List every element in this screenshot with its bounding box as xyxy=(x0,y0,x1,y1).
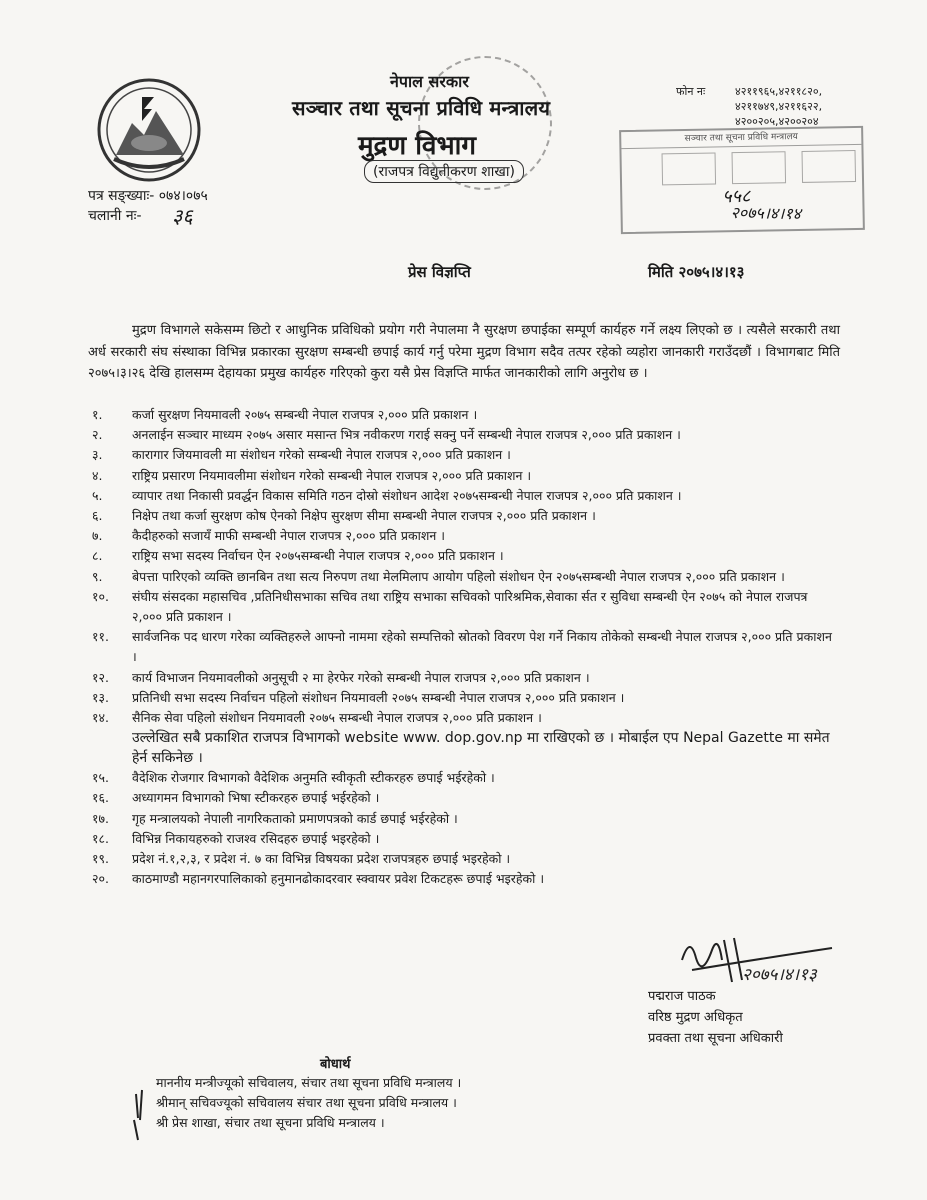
item-text: गृह मन्त्रालयको नेपाली नागरिकताको प्रमाणपत्रको कार्ड छपाई भईरहेको । xyxy=(132,810,458,826)
item-number: ११. xyxy=(92,629,109,645)
phone-numbers: ४२११९६५,४२११८२०, ४२११७४९,४२११६२२, ४२००२०५,४२००२०४ xyxy=(735,85,823,128)
list-item xyxy=(88,869,840,889)
list-item xyxy=(88,587,840,627)
dispatch-label: चलानी नः- xyxy=(88,208,142,224)
phone-label: फोन नः xyxy=(676,85,706,98)
list-item xyxy=(88,506,840,526)
government-name: नेपाल सरकार xyxy=(390,72,469,91)
cc-item: श्रीमान् सचिवज्यूको सचिवालय संचार तथा सूचना प्रविधि मन्त्रालय । xyxy=(156,1095,457,1110)
list-item xyxy=(88,829,840,849)
branch-name: (राजपत्र विद्युतीकरण शाखा) xyxy=(364,160,524,183)
item-number: ४. xyxy=(92,467,103,483)
list-item xyxy=(88,668,840,688)
department-name: मुद्रण विभाग xyxy=(358,131,477,161)
item-text: कर्जा सुरक्षण नियमावली २०७५ सम्बन्धी नेपाल राजपत्र २,००० प्रति प्रकाशन । xyxy=(132,407,478,422)
signatory-role: प्रवक्ता तथा सूचना अधिकारी xyxy=(648,1031,783,1046)
dispatch-number: ३६ xyxy=(172,204,193,228)
item-number: १९. xyxy=(92,851,109,867)
signatory-title: वरिष्ठ मुद्रण अधिकृत xyxy=(648,1010,743,1025)
signature-date: २०७५।४।१३ xyxy=(742,965,817,985)
cc-item: श्री प्रेस शाखा, संचार तथा सूचना प्रविधि मन्त्रालय । xyxy=(156,1115,385,1130)
item-text: काठमाण्डौ महानगरपालिकाको हनुमानढोकादरवार स्क्वायर प्रवेश टिकटहरू छपाई भइरहेको । xyxy=(132,871,545,887)
item-number: ८. xyxy=(92,548,103,564)
item-text: प्रतिनिधी सभा सदस्य निर्वाचन पहिलो संशोधन नियमावली २०७५ सम्बन्धी नेपाल राजपत्र २,००० प्रति प्रकाशन । xyxy=(132,689,625,705)
list-item xyxy=(88,405,840,425)
item-number: १७. xyxy=(92,810,109,826)
document-title: प्रेस विज्ञप्ति xyxy=(408,263,471,281)
item-text: संघीय संसदका महासचिव ,प्रतिनिधीसभाका सचिव तथा राष्ट्रिय सभाका सचिवको पारिश्रमिक,सेवाका र्सत र सुविधा सम्बन्धी ऐन २०७५ को नेपाल राजपत्र २,००० प्रति प्रकाशन । xyxy=(132,588,808,625)
item-text: विभिन्न निकायहरुको राजश्व रसिदहरु छपाई भइरहेको । xyxy=(132,830,380,846)
item-text: कैदीहरुको सजायँ माफी सम्बन्धी नेपाल राजपत्र २,००० प्रति प्रकाशन । xyxy=(132,528,445,544)
received-stamp xyxy=(619,126,865,234)
list-item xyxy=(88,486,840,506)
intro-paragraph: मुद्रण विभागले सकेसम्म छिटो र आधुनिक प्रविधिको प्रयोग गरी नेपालमा नै सुरक्षण छपाईका सम्पूर्ण कार्यहरु गर्ने लक्ष्य लिएको छ । त्यसैले सरकारी तथा अर्ध सरकारी संघ संस्थाका विभिन्न प्रकारका सुरक्षण सम्बन्धी छपाई कार्य गर्नु परेमा मुद्रण विभाग सदैव तत्पर रहेको व्यहोरा जानकारी गराउँदछौं । विभागबाट मिति २०७५।३।२६ देखि हालसम्म देहायका प्रमुख कार्यहरु गरिएको कुरा यसै प्रेस विज्ञप्ति मार्फत जानकारीको लागि अनुरोध छ । xyxy=(88,323,840,381)
item-number: ९. xyxy=(92,568,103,584)
item-number: ६. xyxy=(92,508,103,524)
list-item xyxy=(88,526,840,546)
item-number: १३. xyxy=(92,689,109,705)
item-text: कारागार जियमावली मा संशोधन गरेको सम्बन्धी नेपाल राजपत्र २,००० प्रति प्रकाशन । xyxy=(132,447,511,463)
item-number: १०. xyxy=(92,588,109,604)
item-number: ७. xyxy=(92,528,103,544)
list-item xyxy=(88,708,840,728)
check-marks xyxy=(128,1080,158,1150)
cc-list xyxy=(156,1073,461,1133)
item-text: राष्ट्रिय सभा सदस्य निर्वाचन ऐन २०७५सम्बन्धी नेपाल राजपत्र २,००० प्रति प्रकाशन । xyxy=(132,548,504,564)
item-text: अनलाईन सञ्चार माध्यम २०७५ असार मसान्त भित्र नवीकरण गराई सक्नु पर्ने सम्बन्धी नेपाल राजपत्र २,००० प्रति प्रकाशन । xyxy=(132,427,681,443)
item-number: १२. xyxy=(92,669,109,685)
cc-heading: बोधार्थ xyxy=(320,1057,351,1072)
stamp-date: २०७५।४।१४ xyxy=(730,202,802,224)
list-item xyxy=(88,546,840,566)
item-text: कार्य विभाजन नियमावलीको अनुसूची २ मा हेरफेर गरेको सम्बन्धी नेपाल राजपत्र २,००० प्रति प्रकाशन । xyxy=(132,669,590,685)
item-number: १८. xyxy=(92,830,109,846)
list-item xyxy=(88,768,840,788)
activity-list xyxy=(88,405,840,889)
item-text: सैनिक सेवा पहिलो संशोधन नियमावली २०७५ सम्बन्धी नेपाल राजपत्र २,००० प्रति प्रकाशन । xyxy=(132,710,542,726)
item-text: राष्ट्रिय प्रसारण नियमावलीमा संशोधन गरेको सम्बन्धी नेपाल राजपत्र २,००० प्रति प्रकाशन । xyxy=(132,467,532,483)
item-text: प्रदेश नं.१,२,३, र प्रदेश नं. ७ का विभिन्न विषयका प्रदेश राजपत्रहरु छपाई भइरहेको । xyxy=(132,851,511,867)
item-text: अध्यागमन विभागको भिषा स्टीकरहरु छपाई भईरहेको । xyxy=(132,790,380,806)
list-item xyxy=(88,627,840,667)
list-item xyxy=(88,567,840,587)
item-number: १५. xyxy=(92,770,109,786)
stamp-cell xyxy=(662,152,717,185)
item-number: ३. xyxy=(92,447,103,463)
item-number: २०. xyxy=(92,871,109,887)
item-text: व्यापार तथा निकासी प्रवर्द्धन विकास समिति गठन दोस्रो संशोधन आदेश २०७५सम्बन्धी नेपाल राजपत्र २,००० प्रति प्रकाशन । xyxy=(132,487,682,503)
stamp-cell xyxy=(732,151,787,184)
item-number: १६. xyxy=(92,790,109,806)
stamp-cell xyxy=(802,150,857,183)
item-text: सार्वजनिक पद धारण गरेका व्यक्तिहरुले आफ्नो नाममा रहेको सम्पत्तिको स्रोतको विवरण पेश गर्ने निकाय तोकेको सम्बन्धी नेपाल राजपत्र २,००० प्रति प्रकाशन । xyxy=(132,629,832,665)
website-note: उल्लेखित सबै प्रकाशित राजपत्र विभागको website www. dop.gov.np मा राखिएको छ । मोबाईल एप Nepal Gazette मा समेत हेर्न सकिनेछ । xyxy=(132,730,830,767)
ministry-name: सञ्चार तथा सूचना प्रविधि मन्त्रालय xyxy=(292,96,551,120)
stamp-number: ५५८ xyxy=(722,185,751,208)
list-item xyxy=(88,849,840,869)
list-item xyxy=(88,688,840,708)
government-emblem-icon xyxy=(94,75,204,185)
item-text: निक्षेप तथा कर्जा सुरक्षण कोष ऐनको निक्षेप सुरक्षण सीमा सम्बन्धी नेपाल राजपत्र २,००० प्रति प्रकाशन । xyxy=(132,508,596,524)
document-date: मिति २०७५।४।१३ xyxy=(648,263,745,281)
item-number: १. xyxy=(92,407,103,422)
item-number: २. xyxy=(92,427,103,443)
signatory-name: पद्मराज पाठक xyxy=(648,989,716,1004)
item-text: बेपत्ता पारिएको व्यक्ति छानबिन तथा सत्य निरुपण तथा मेलमिलाप आयोग पहिलो संशोधन ऐन २०७५सम्बन्धी नेपाल राजपत्र २,००० प्रति प्रकाशन । xyxy=(132,568,785,584)
list-item xyxy=(88,788,840,808)
signature xyxy=(672,930,842,990)
cc-item: माननीय मन्त्रीज्यूको सचिवालय, संचार तथा सूचना प्रविधि मन्त्रालय । xyxy=(156,1075,462,1090)
list-item xyxy=(88,809,840,829)
item-number: १४. xyxy=(92,710,109,726)
item-number: ५. xyxy=(92,487,103,503)
list-item xyxy=(88,425,840,445)
stamp-heading: सञ्चार तथा सूचना प्रविधि मन्त्रालय xyxy=(621,128,861,149)
letter-number: पत्र सङ्ख्याः- ०७४।०७५ xyxy=(88,188,208,204)
list-item xyxy=(88,445,840,465)
list-item xyxy=(88,466,840,486)
item-text: वैदेशिक रोजगार विभागको वैदेशिक अनुमति स्वीकृती स्टीकरहरु छपाई भईरहेको । xyxy=(132,770,495,786)
